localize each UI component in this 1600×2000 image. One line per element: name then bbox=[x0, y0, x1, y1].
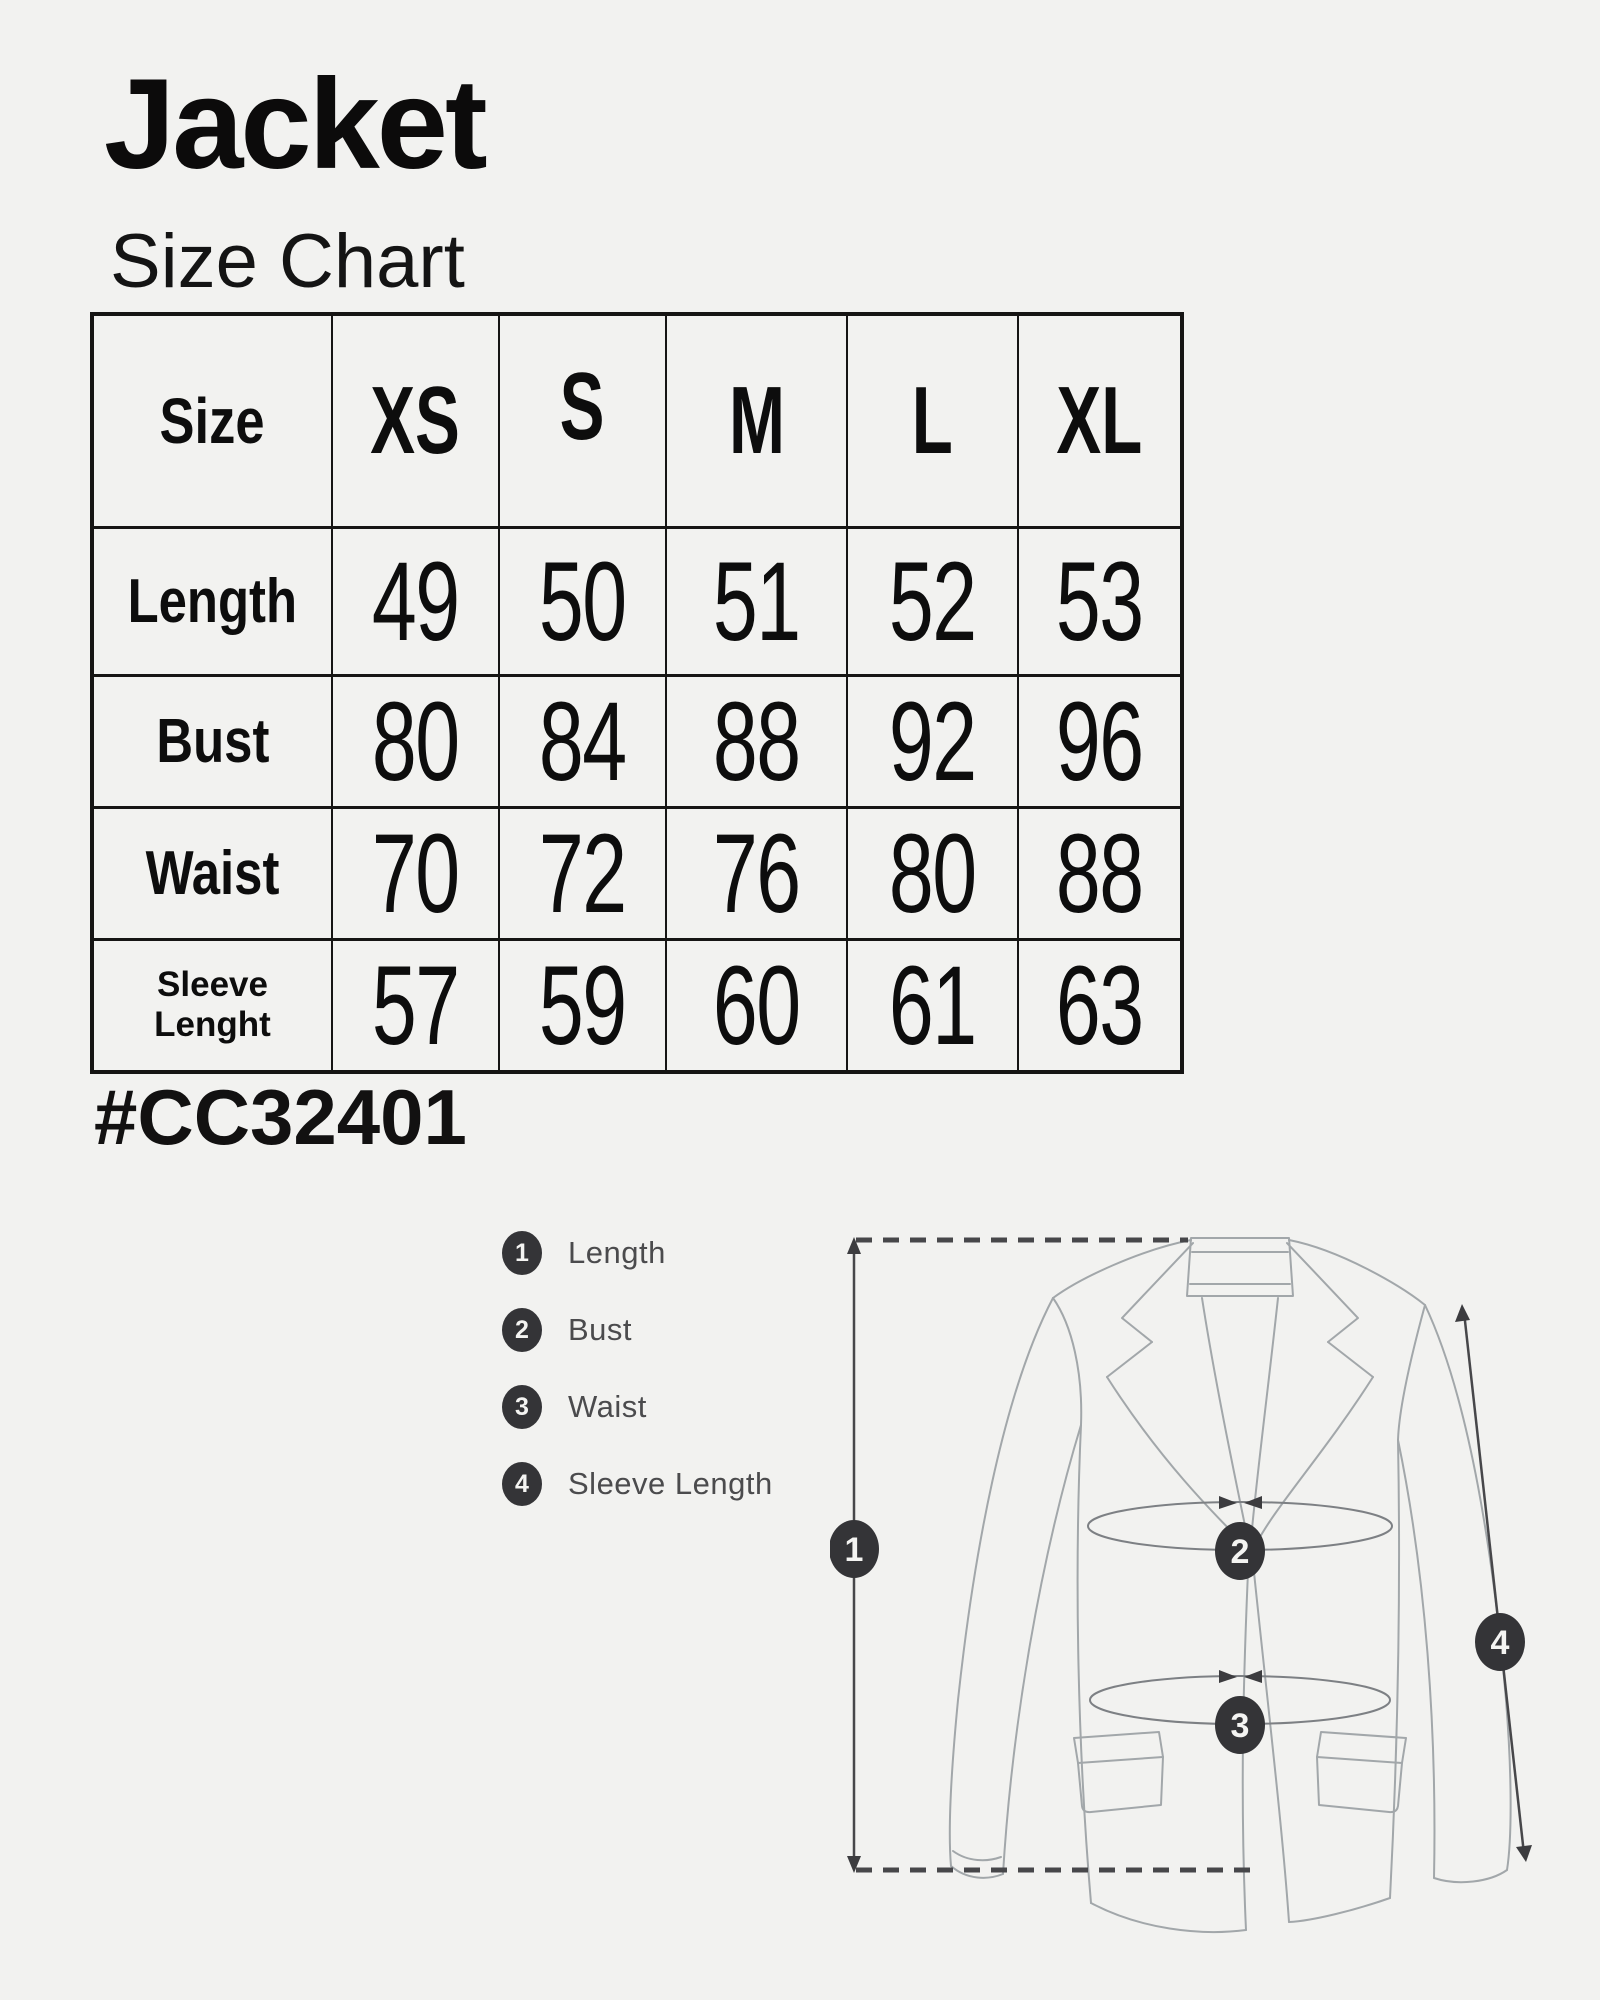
legend-badge-1: 1 bbox=[502, 1231, 542, 1275]
arrow-down-icon bbox=[1516, 1845, 1532, 1862]
col-label-m: M bbox=[728, 366, 785, 474]
size-table bbox=[90, 312, 1184, 1074]
table-header-row bbox=[92, 314, 1182, 527]
arrow-left-icon bbox=[1244, 1670, 1262, 1683]
value-cell bbox=[1018, 939, 1182, 1072]
jacket-illustration bbox=[830, 1200, 1600, 2000]
value-cell bbox=[499, 939, 666, 1072]
header-cell-xs bbox=[332, 314, 499, 527]
waist-xl: 88 bbox=[1056, 810, 1143, 936]
row-label-cell bbox=[92, 527, 332, 675]
arrow-left-icon bbox=[1244, 1496, 1262, 1509]
jacket-outline bbox=[950, 1238, 1511, 1932]
row-label: Bust bbox=[156, 706, 269, 776]
col-label-s: S bbox=[560, 352, 605, 460]
marker-number-1: 1 bbox=[844, 1531, 864, 1569]
bust-m: 88 bbox=[713, 678, 800, 804]
page-subtitle: Size Chart bbox=[110, 219, 465, 304]
length-l: 52 bbox=[889, 538, 976, 664]
header-cell-size bbox=[92, 314, 332, 527]
value-cell bbox=[332, 527, 499, 675]
arrow-up-icon bbox=[1455, 1304, 1470, 1322]
value-cell bbox=[847, 527, 1018, 675]
table-row-sleeve-length bbox=[92, 939, 1182, 1072]
row-label-cell bbox=[92, 939, 332, 1072]
value-cell bbox=[332, 807, 499, 939]
table-row-waist bbox=[92, 807, 1182, 939]
value-cell bbox=[847, 675, 1018, 807]
legend-item-waist bbox=[502, 1385, 773, 1429]
length-xs: 49 bbox=[372, 538, 459, 664]
value-cell bbox=[499, 527, 666, 675]
marker-number-4: 4 bbox=[1490, 1624, 1510, 1662]
sleeve-m: 60 bbox=[713, 942, 800, 1068]
length-s: 50 bbox=[539, 538, 626, 664]
waist-s: 72 bbox=[539, 810, 626, 936]
value-cell bbox=[332, 939, 499, 1072]
legend-item-bust bbox=[502, 1308, 773, 1352]
value-cell bbox=[499, 807, 666, 939]
waist-m: 76 bbox=[713, 810, 800, 936]
header-cell-l bbox=[847, 314, 1018, 527]
legend-item-sleeve-length bbox=[502, 1462, 773, 1506]
sleeve-l: 61 bbox=[889, 942, 976, 1068]
waist-l: 80 bbox=[889, 810, 976, 936]
sleeve-xs: 57 bbox=[372, 942, 459, 1068]
value-cell bbox=[666, 807, 847, 939]
value-cell bbox=[1018, 527, 1182, 675]
legend-badge-4: 4 bbox=[502, 1462, 542, 1506]
header-cell-m bbox=[666, 314, 847, 527]
measurement-guides bbox=[844, 1237, 1532, 1873]
product-code: #CC32401 bbox=[94, 1073, 467, 1161]
row-label: Length bbox=[127, 566, 298, 636]
measurement-markers bbox=[830, 1520, 1525, 1754]
size-label: Size bbox=[159, 384, 266, 457]
value-cell bbox=[1018, 675, 1182, 807]
legend-label-bust: Bust bbox=[568, 1312, 633, 1347]
legend-badge-3: 3 bbox=[502, 1385, 542, 1429]
legend-label-length: Length bbox=[568, 1235, 666, 1270]
col-label-xs: XS bbox=[370, 366, 461, 474]
row-label: Sleeve Lenght bbox=[154, 964, 271, 1044]
header-cell-s bbox=[499, 314, 666, 527]
value-cell bbox=[666, 527, 847, 675]
value-cell bbox=[847, 939, 1018, 1072]
legend-badge-2: 2 bbox=[502, 1308, 542, 1352]
table-row-bust bbox=[92, 675, 1182, 807]
page-title: Jacket bbox=[104, 53, 485, 196]
marker-number-3: 3 bbox=[1230, 1707, 1250, 1745]
legend-label-waist: Waist bbox=[568, 1389, 647, 1424]
col-label-xl: XL bbox=[1056, 366, 1143, 474]
sleeve-xl: 63 bbox=[1056, 942, 1143, 1068]
sleeve-s: 59 bbox=[539, 942, 626, 1068]
arrow-right-icon bbox=[1219, 1496, 1237, 1509]
bust-xl: 96 bbox=[1056, 678, 1143, 804]
table-row-length bbox=[92, 527, 1182, 675]
sleeve-measure-line bbox=[1464, 1312, 1524, 1854]
length-xl: 53 bbox=[1056, 538, 1143, 664]
waist-xs: 70 bbox=[372, 810, 459, 936]
row-label-cell bbox=[92, 807, 332, 939]
bust-l: 92 bbox=[889, 678, 976, 804]
legend-label-sleeve-length: Sleeve Length bbox=[568, 1466, 773, 1501]
marker-number-2: 2 bbox=[1230, 1533, 1250, 1571]
value-cell bbox=[847, 807, 1018, 939]
header-cell-xl bbox=[1018, 314, 1182, 527]
col-label-l: L bbox=[911, 366, 954, 474]
bust-s: 84 bbox=[539, 678, 626, 804]
row-label: Waist bbox=[145, 838, 280, 908]
arrow-right-icon bbox=[1219, 1670, 1237, 1683]
length-m: 51 bbox=[713, 538, 800, 664]
bust-xs: 80 bbox=[372, 678, 459, 804]
value-cell bbox=[666, 939, 847, 1072]
legend-item-length bbox=[502, 1231, 773, 1275]
value-cell bbox=[1018, 807, 1182, 939]
value-cell bbox=[499, 675, 666, 807]
value-cell bbox=[666, 675, 847, 807]
measurement-legend bbox=[502, 1231, 773, 1539]
jacket-measurement-diagram bbox=[830, 1200, 1600, 2000]
row-label-cell bbox=[92, 675, 332, 807]
value-cell bbox=[332, 675, 499, 807]
